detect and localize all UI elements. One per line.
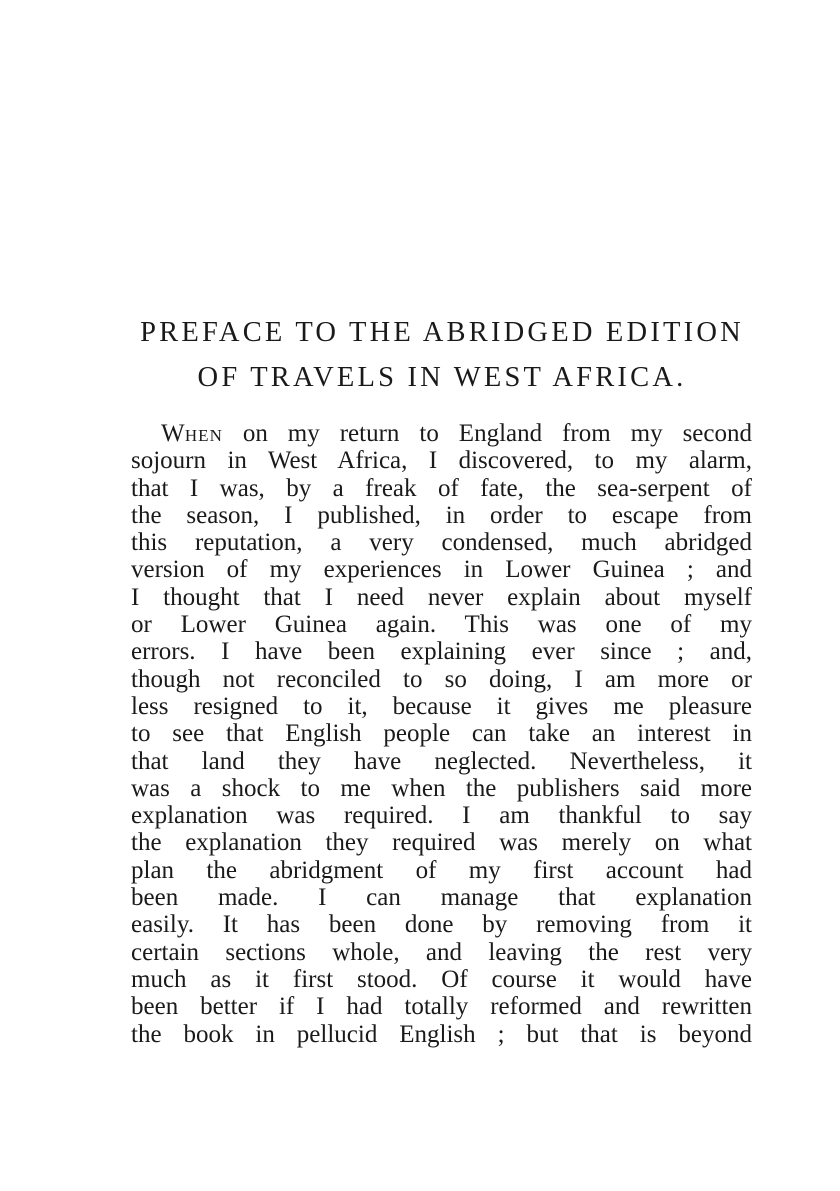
body-line-16: the explanation they required was merely on what: [131, 829, 752, 857]
body-line-10: though not reconciled to so doing, I am more or: [131, 665, 752, 693]
body-line-23: the book in pellucid English ; but that is beyond: [131, 1020, 752, 1048]
body-line-19: easily. It has been done by removing from it: [131, 911, 752, 939]
preface-body: [131, 420, 752, 1048]
body-line-14: was a shock to me when the publishers said more: [131, 774, 752, 802]
body-line-1: [131, 420, 752, 447]
opening-initial: W: [161, 420, 185, 447]
body-line-9: errors. I have been explaining ever since ; and,: [131, 638, 752, 666]
body-line-21: much as it first stood. Of course it would have: [131, 965, 752, 993]
body-line-5: this reputation, a very condensed, much abridged: [131, 529, 752, 557]
body-line-18: been made. I can manage that explanation: [131, 884, 752, 912]
preface-title-line-1: PREFACE TO THE ABRIDGED EDITION: [140, 317, 744, 348]
body-line-22: been better if I had totally reformed and rewritten: [131, 993, 752, 1021]
body-line-12: to see that English people can take an interest in: [131, 720, 752, 748]
body-line-15: explanation was required. I am thankful to say: [131, 802, 752, 830]
body-line-11: less resigned to it, because it gives me pleasure: [131, 692, 752, 720]
body-line-20: certain sections whole, and leaving the rest very: [131, 938, 752, 966]
body-line-7: I thought that I need never explain about myself: [131, 583, 752, 611]
opening-word: [161, 420, 223, 447]
body-line-2: sojourn in West Africa, I discovered, to my alarm,: [131, 447, 752, 475]
body-line-8: or Lower Guinea again. This was one of my: [131, 611, 752, 639]
body-line-13: that land they have neglected. Nevertheless, it: [131, 747, 752, 775]
body-line-6: version of my experiences in Lower Guinea ; and: [131, 556, 752, 584]
body-line-1-text: on my return to England from my second: [222, 420, 752, 447]
body-line-4: the season, I published, in order to escape from: [131, 501, 752, 529]
preface-title-line-2: OF TRAVELS IN WEST AFRICA.: [197, 362, 687, 393]
body-line-3: that I was, by a freak of fate, the sea-serpent of: [131, 474, 752, 502]
body-line-17: plan the abridgment of my first account had: [131, 856, 752, 884]
opening-small-caps: HEN: [184, 426, 223, 445]
